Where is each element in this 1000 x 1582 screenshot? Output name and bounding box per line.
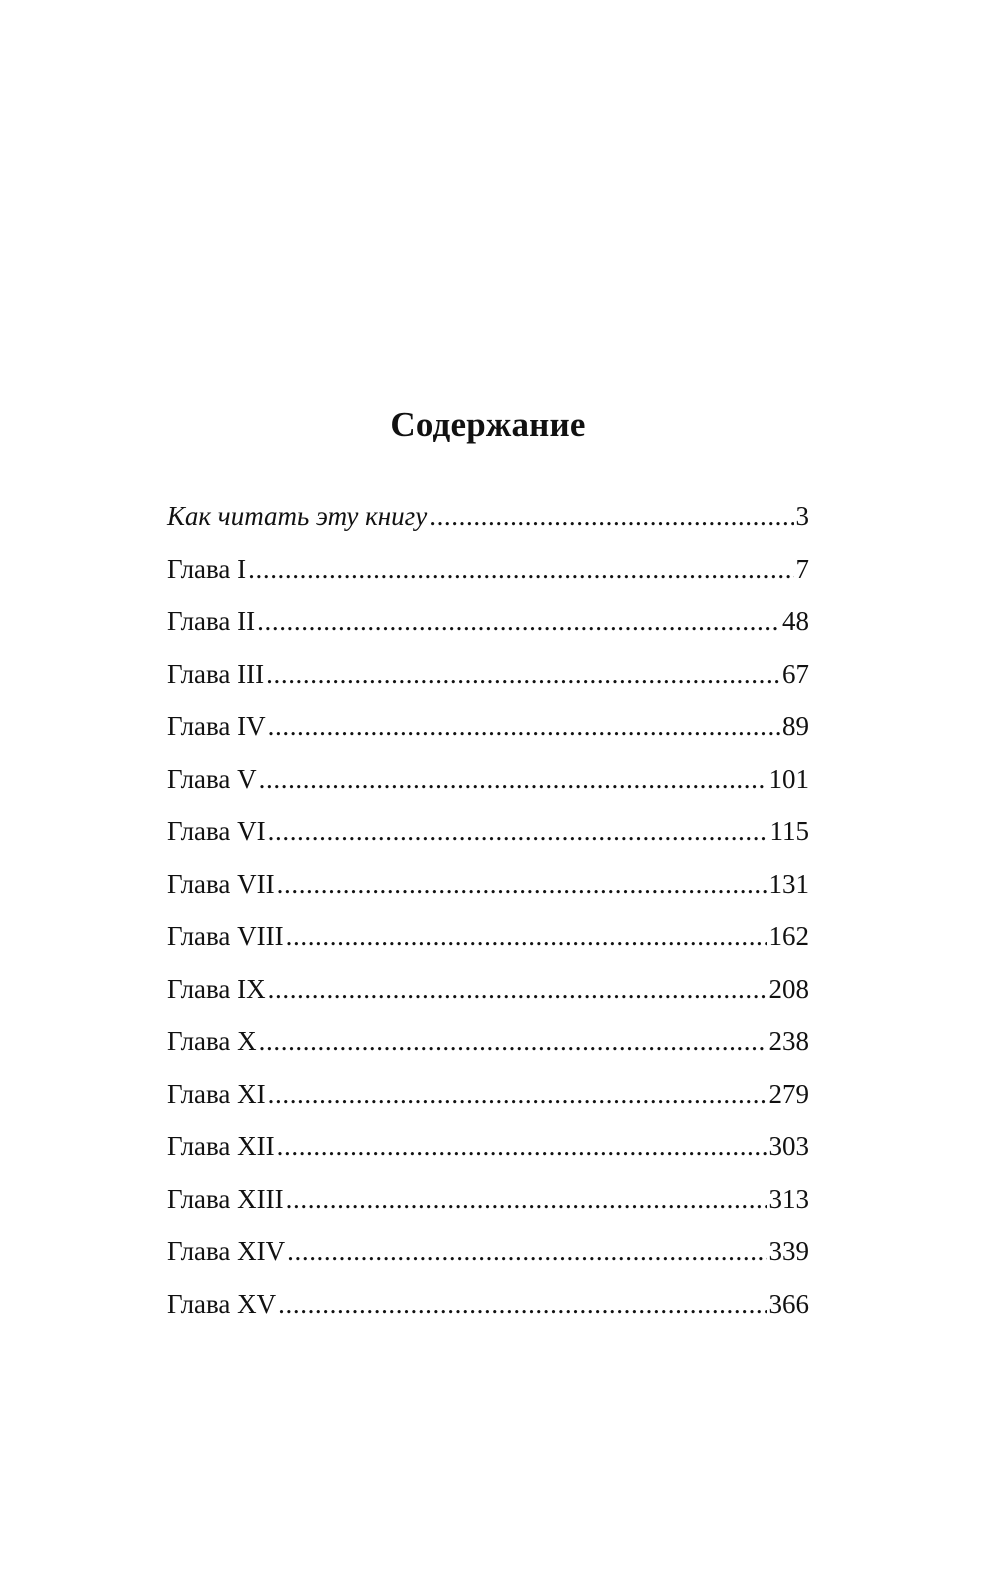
toc-entry	[167, 700, 809, 753]
dot-leader	[268, 700, 780, 753]
toc-entry-label: Глава VII	[167, 868, 275, 899]
toc-entry	[167, 543, 809, 596]
toc-entry-label: Глава XII	[167, 1131, 275, 1161]
toc-entry-page: 162	[768, 921, 809, 951]
toc-entry-page: 7	[795, 553, 809, 584]
toc-entry-label: Глава IV	[167, 711, 266, 741]
toc-entry-page: 131	[768, 868, 809, 899]
toc-entry	[167, 1173, 809, 1226]
dot-leader	[429, 490, 793, 543]
dot-leader	[286, 910, 767, 963]
toc-entry-label: Глава XIII	[167, 1183, 284, 1214]
dot-leader	[287, 1225, 766, 1278]
toc-entry	[167, 858, 809, 911]
toc-entry-page: 208	[768, 973, 809, 1004]
toc-entry-label: Глава V	[167, 763, 257, 794]
toc-entry	[167, 910, 809, 963]
toc-entry-page: 238	[768, 1026, 809, 1056]
toc-entry-page: 3	[795, 501, 809, 531]
toc-entry-label: Глава VI	[167, 816, 266, 846]
dot-leader	[286, 1173, 767, 1226]
dot-leader	[277, 1120, 767, 1173]
toc-entry-label: Глава XV	[167, 1288, 277, 1319]
toc-entry	[167, 1278, 809, 1331]
toc-entry	[167, 595, 809, 648]
toc-entry-label: Глава I	[167, 553, 247, 584]
toc-entry-label: Глава IX	[167, 973, 266, 1004]
toc-entry-label: Глава XIV	[167, 1236, 286, 1266]
toc-entry	[167, 490, 809, 543]
dot-leader	[248, 543, 793, 596]
dot-leader	[277, 858, 767, 911]
toc-entry-page: 89	[782, 711, 809, 741]
toc-entry	[167, 1015, 809, 1068]
toc-entry-label: Глава VIII	[167, 921, 284, 951]
toc-entry	[167, 805, 809, 858]
toc-entry-page: 303	[768, 1131, 809, 1161]
toc-entry-page: 279	[768, 1078, 809, 1109]
toc-entry	[167, 963, 809, 1016]
toc-entry	[167, 648, 809, 701]
toc-entry-page: 313	[768, 1183, 809, 1214]
toc-entry-label: Глава XI	[167, 1078, 266, 1109]
dot-leader	[268, 805, 768, 858]
dot-leader	[257, 595, 780, 648]
table-of-contents	[167, 490, 809, 1330]
dot-leader	[266, 648, 780, 701]
toc-entry-page: 48	[782, 606, 809, 636]
dot-leader	[268, 1068, 767, 1121]
toc-title: Содержание	[390, 405, 586, 444]
toc-entry	[167, 1120, 809, 1173]
toc-entry-page: 366	[768, 1288, 809, 1319]
toc-entry-label: Как читать эту книгу	[167, 501, 428, 531]
dot-leader	[268, 963, 767, 1016]
toc-entry-page: 67	[782, 658, 809, 689]
toc-entry-page: 339	[768, 1236, 809, 1266]
toc-entry	[167, 1225, 809, 1278]
toc-entry-page: 115	[769, 816, 809, 846]
toc-entry-label: Глава III	[167, 658, 265, 689]
toc-entry-page: 101	[768, 763, 809, 794]
dot-leader	[259, 753, 767, 806]
dot-leader	[278, 1278, 766, 1331]
toc-entry-label: Глава II	[167, 606, 256, 636]
toc-entry-label: Глава X	[167, 1026, 257, 1056]
toc-entry	[167, 753, 809, 806]
toc-entry	[167, 1068, 809, 1121]
dot-leader	[259, 1015, 767, 1068]
